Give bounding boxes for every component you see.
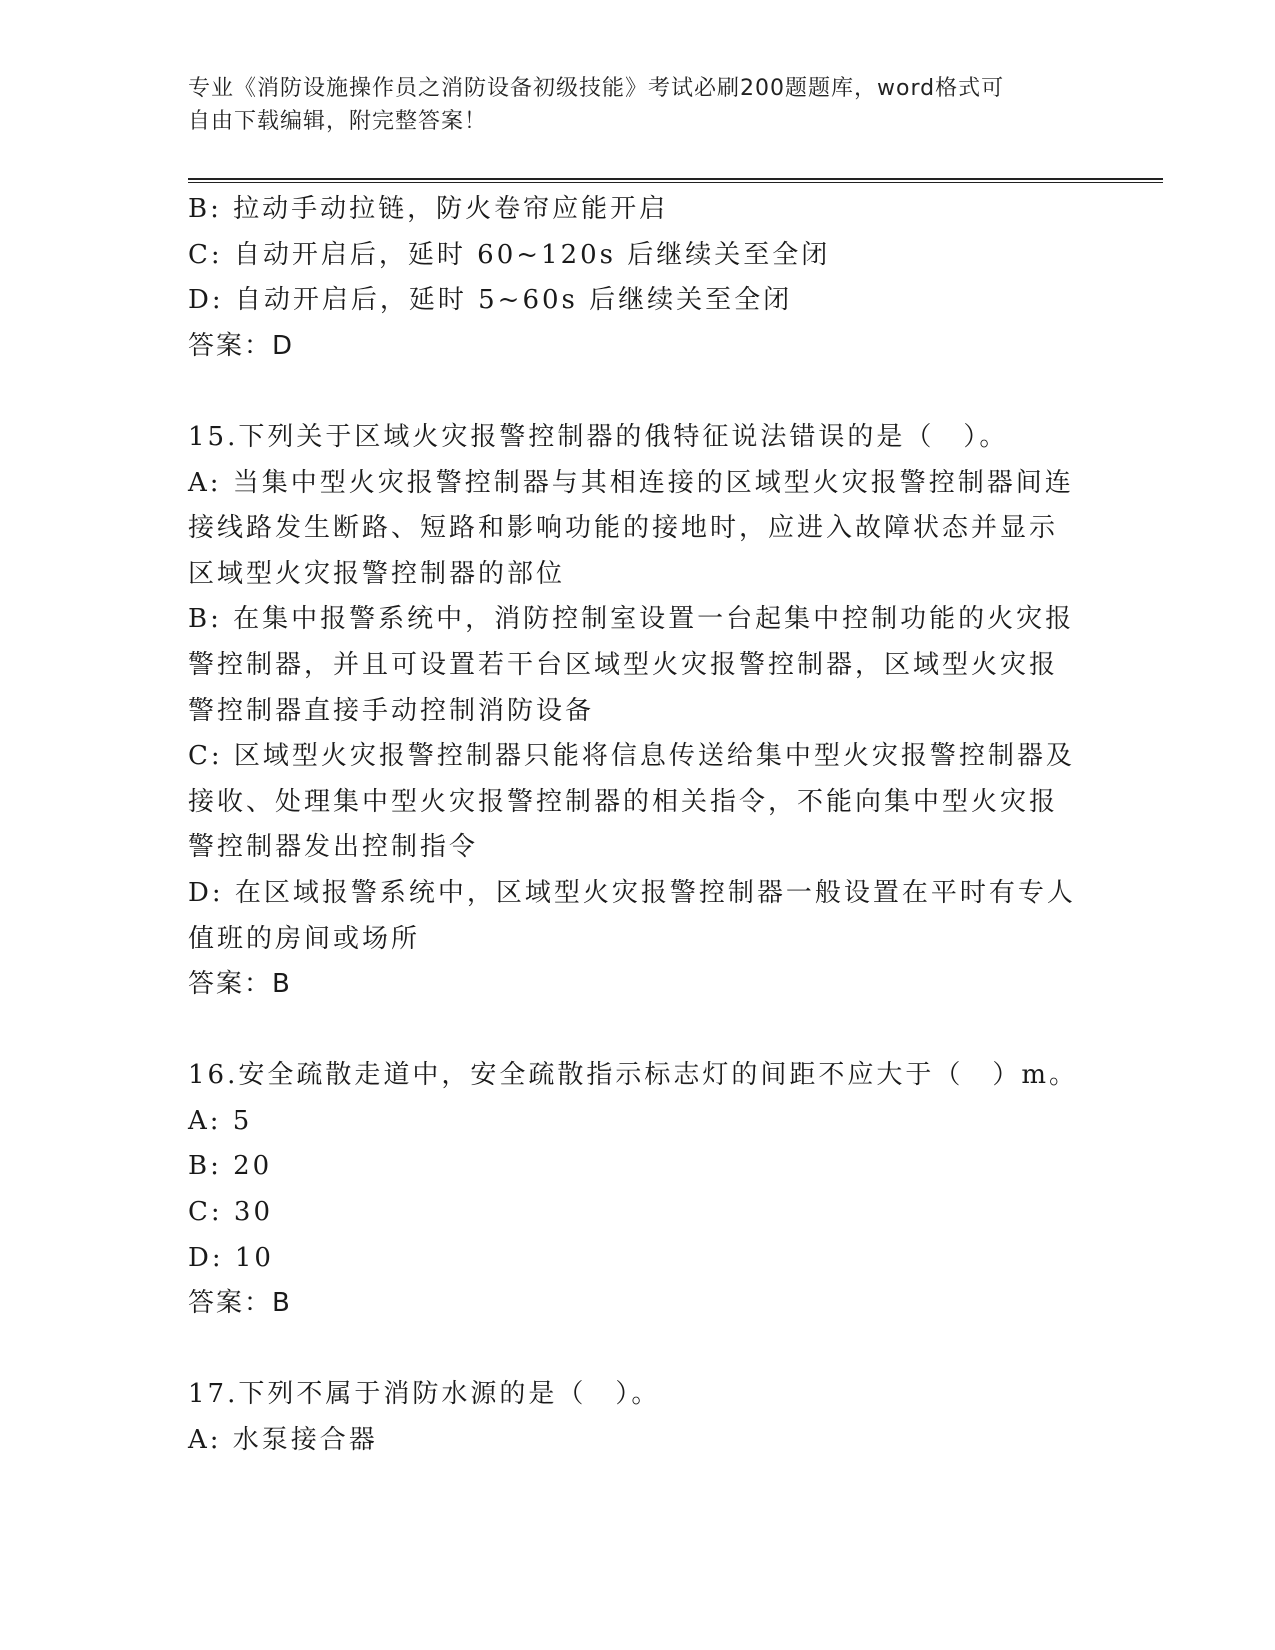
q16-option-b: B: 20 (188, 1151, 273, 1182)
header-divider (188, 178, 1163, 183)
q14-answer: 答案：D (188, 330, 295, 361)
q16-option-c: C: 30 (188, 1197, 274, 1228)
question-15 (188, 415, 1078, 1008)
q16-stem: 16.安全疏散走道中，安全疏散指示标志灯的间距不应大于（ ）m。 (188, 1060, 1079, 1091)
q14-option-c: C: 自动开启后，延时 60~120s 后继续关至全闭 (188, 239, 831, 270)
q15-option-a: A: 当集中型火灾报警控制器与其相连接的区域型火灾报警控制器间连接线路发生断路、短路和影响功能的接地时，应进入故障状态并显示区域型火灾报警控制器的部位 (188, 467, 1074, 589)
q17-stem: 17.下列不属于消防水源的是（ ）。 (188, 1379, 661, 1410)
q15-option-b: B: 在集中报警系统中，消防控制室设置一台起集中控制功能的火灾报警控制器，并且可设置若干台区域型火灾报警控制器，区域型火灾报警控制器直接手动控制消防设备 (188, 604, 1075, 726)
page-header (188, 72, 1088, 138)
spacer (188, 1008, 1078, 1054)
document-body (188, 187, 1078, 1464)
q15-option-c: C: 区域型火灾报警控制器只能将信息传送给集中型火灾报警控制器及接收、处理集中型火灾报警控制器的相关指令，不能向集中型火灾报警控制器发出控制指令 (188, 741, 1075, 863)
header-line-2: 自由下载编辑，附完整答案！ (188, 109, 488, 134)
question-14-tail (188, 187, 1078, 369)
question-16 (188, 1053, 1078, 1327)
q16-answer: 答案：B (188, 1288, 292, 1319)
q15-option-d: D: 在区域报警系统中，区域型火灾报警控制器一般设置在平时有专人值班的房间或场所 (188, 877, 1076, 954)
q14-option-d: D: 自动开启后，延时 5~60s 后继续关至全闭 (188, 285, 793, 316)
q15-stem: 15.下列关于区域火灾报警控制器的俄特征说法错误的是（ ）。 (188, 421, 1009, 452)
header-line-1: 专业《消防设施操作员之消防设备初级技能》考试必刷200题题库，word格式可 (188, 76, 1005, 101)
q15-answer: 答案：B (188, 969, 292, 1000)
spacer (188, 369, 1078, 415)
spacer (188, 1327, 1078, 1373)
q17-option-a: A: 水泵接合器 (188, 1425, 378, 1456)
q14-option-b: B: 拉动手动拉链，防火卷帘应能开启 (188, 194, 669, 224)
question-17 (188, 1372, 1078, 1463)
q16-option-d: D: 10 (188, 1242, 274, 1273)
q16-option-a: A: 5 (188, 1105, 253, 1136)
